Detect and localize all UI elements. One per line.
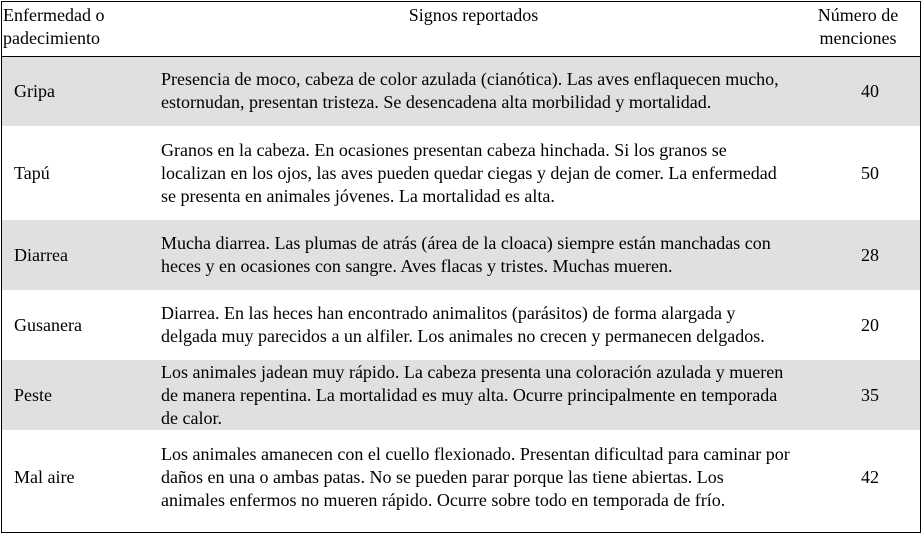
table-row <box>2 430 920 524</box>
signs-cell: Diarrea. En las heces han encontrado animalitos (parásitos) de forma alargada y delgada muy parecidos a un alfiler. Los animales no crecen y permanecen delgados. <box>161 303 765 346</box>
disease-cell: Mal aire <box>14 466 75 487</box>
disease-cell: Tapú <box>14 162 50 183</box>
signs-cell: Los animales amanecen con el cuello flexionado. Presentan dificultad para caminar por daños en una o ambas patas. No se pueden parar porque las tiene abiertas. Los animales enfermos no mueren rápido. Ocurre sobre todo en temporada de frío. <box>161 443 790 510</box>
table-header <box>2 2 920 56</box>
diseases-table <box>2 2 920 524</box>
header-signs: Signos reportados <box>151 2 796 56</box>
count-cell: 42 <box>861 466 879 487</box>
table-row <box>2 360 920 430</box>
header-row <box>2 2 920 56</box>
disease-cell: Gripa <box>14 80 55 101</box>
disease-cell: Peste <box>14 384 52 405</box>
count-cell: 28 <box>861 244 879 265</box>
table-frame <box>1 1 921 533</box>
disease-cell: Diarrea <box>14 244 68 265</box>
count-cell: 35 <box>861 384 879 405</box>
signs-cell: Presencia de moco, cabeza de color azulada (cianótica). Las aves enflaquecen mucho, estornudan, presentan tristeza. Se desencadena alta morbilidad y mortalidad. <box>161 69 779 113</box>
count-cell: 20 <box>861 314 879 335</box>
signs-cell: Los animales jadean muy rápido. La cabeza presenta una coloración azulada y mueren de manera repentina. La mortalidad es muy alta. Ocurre principalmente en temporada de calor. <box>161 361 784 428</box>
table-row <box>2 290 920 360</box>
signs-cell: Mucha diarrea. Las plumas de atrás (área de la cloaca) siempre están manchadas con heces y en ocasiones con sangre. Aves flacas y tristes. Muchas mueren. <box>161 233 771 276</box>
header-count: Número de menciones <box>796 2 920 56</box>
table-row <box>2 126 920 220</box>
header-disease: Enfermedad o padecimiento <box>2 2 151 56</box>
disease-cell: Gusanera <box>14 314 82 335</box>
count-cell: 50 <box>861 162 879 183</box>
table-row <box>2 56 920 126</box>
table-body <box>2 56 920 524</box>
signs-cell: Granos en la cabeza. En ocasiones presentan cabeza hinchada. Si los granos se localizan en los ojos, las aves pueden quedar ciegas y dejan de comer. La enfermedad se presenta en animales jóvenes. La mortalidad es alta. <box>161 139 777 206</box>
table-row <box>2 220 920 290</box>
count-cell: 40 <box>861 80 879 101</box>
